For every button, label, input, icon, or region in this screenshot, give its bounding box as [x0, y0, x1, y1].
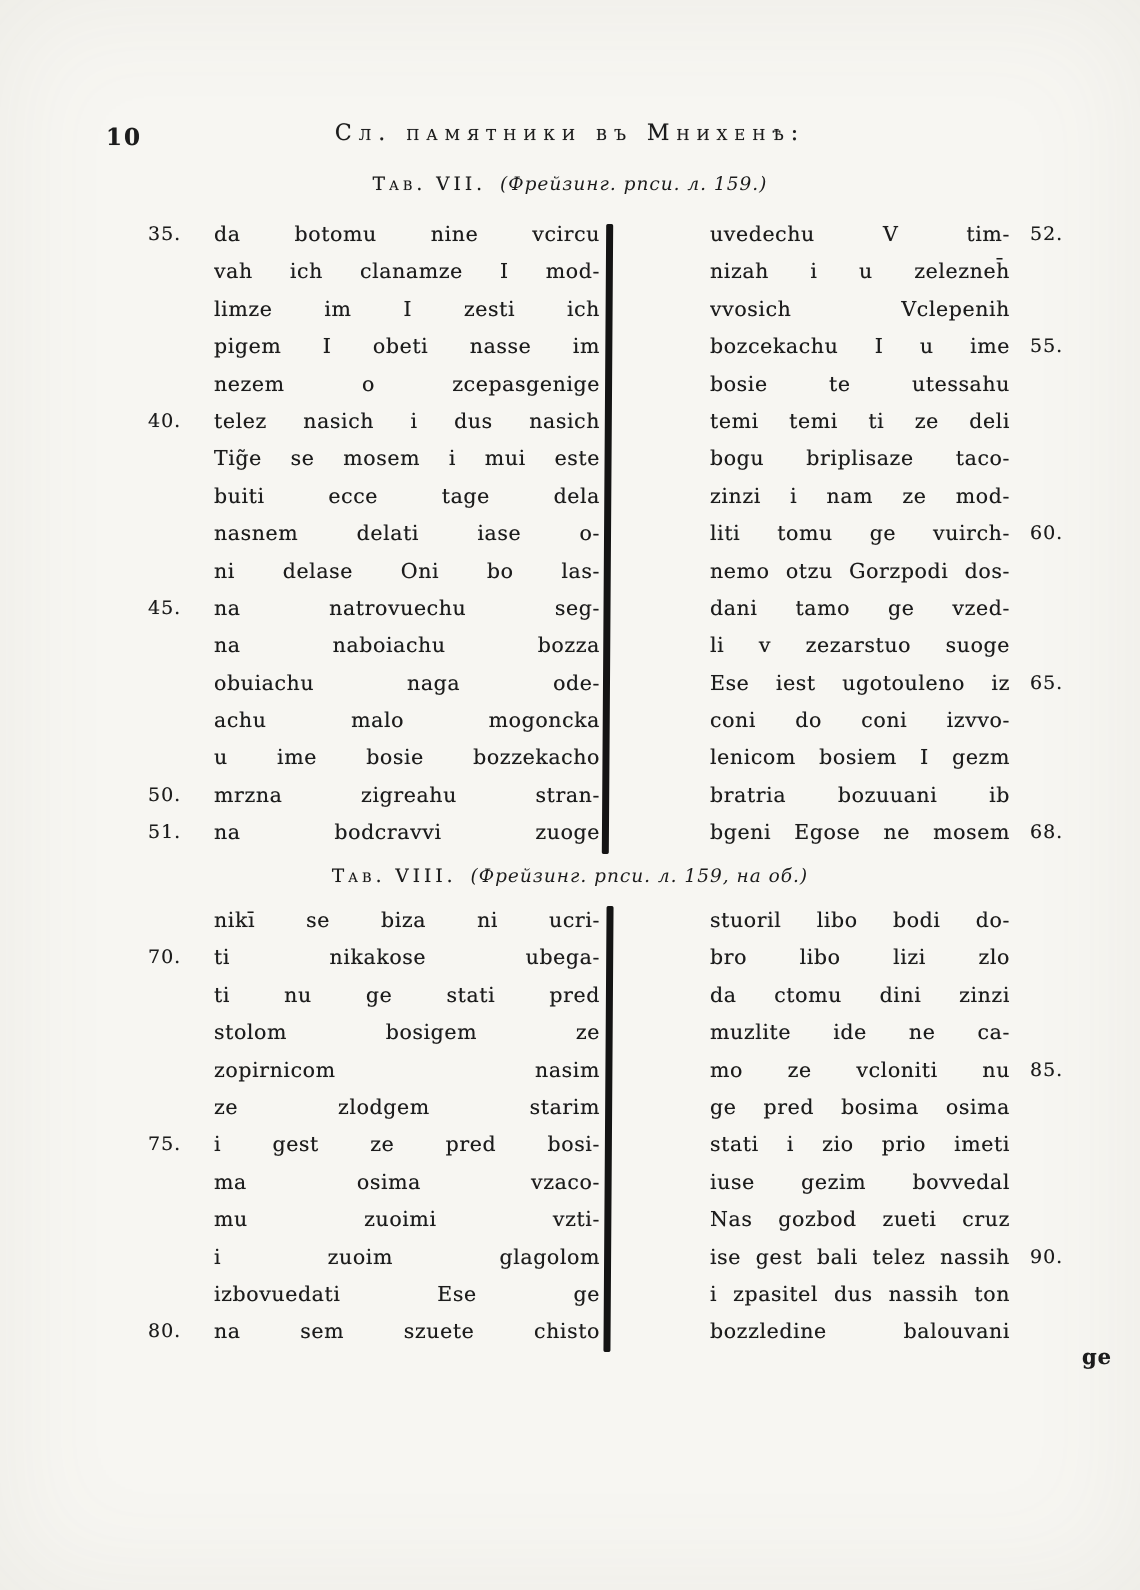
- right-line-number: 68.: [1030, 821, 1064, 844]
- left-verse-line: i zuoim glagolom: [214, 1244, 600, 1269]
- parallel-text-block-2: [0, 902, 1140, 1351]
- right-verse-line: vvosich Vclepenih: [710, 296, 1010, 321]
- left-line-number: 35.: [148, 223, 182, 245]
- left-line-number: [148, 902, 214, 939]
- left-verse-line: na sem szuete chisto: [214, 1319, 600, 1344]
- right-line-number: [1010, 1089, 1080, 1126]
- left-verse-line: u ime bosie bozzekacho: [214, 745, 600, 770]
- left-line-number: [148, 1089, 214, 1126]
- left-verse-line: da botomu nine vcircu: [214, 222, 600, 246]
- left-verse-line: zopirnicom nasim: [214, 1057, 600, 1082]
- parallel-text-block-1: [0, 216, 1140, 852]
- right-line-number: 52.: [1030, 223, 1064, 245]
- right-line-number: 90.: [1030, 1245, 1064, 1268]
- right-verse-line: bozzledine balouvani: [710, 1319, 1010, 1344]
- left-verse-line: Tig̃e se mosem i mui este: [214, 446, 600, 471]
- left-line-number: 50.: [148, 783, 182, 806]
- left-verse-line: ti nikakose ubega-: [214, 945, 600, 970]
- right-line-number: [1010, 478, 1080, 515]
- left-line-number: [148, 515, 214, 552]
- right-verse-line: dani tamo ge vzed-: [710, 595, 1010, 620]
- section-heading-tab-viii: [0, 866, 1140, 887]
- column-gap: [600, 777, 710, 814]
- right-verse-line: bozcekachu I u ime: [710, 334, 1010, 359]
- right-verse-line: liti tomu ge vuirch-: [710, 521, 1010, 546]
- column-gap: [600, 216, 710, 253]
- column-gap: [600, 291, 710, 328]
- left-verse-line: izbovuedati Ese ge: [214, 1281, 600, 1306]
- right-verse-line: uvedechu V tim-: [710, 222, 1010, 246]
- left-line-number: [148, 1052, 214, 1089]
- right-line-number: [1010, 291, 1080, 328]
- catchword: ge: [1082, 1344, 1113, 1369]
- left-line-number: 75.: [148, 1133, 182, 1156]
- right-line-number: [1010, 403, 1080, 440]
- right-line-number: 65.: [1030, 671, 1064, 694]
- right-verse-line: Ese iest ugotouleno iz: [710, 670, 1010, 695]
- right-verse-line: coni do coni izvvo-: [710, 708, 1010, 733]
- right-line-number: [1010, 1126, 1080, 1163]
- left-verse-line: na natrovuechu seg-: [214, 595, 600, 620]
- left-line-number: [148, 977, 214, 1014]
- right-line-number: [1010, 1276, 1080, 1313]
- right-line-number: [1010, 902, 1080, 939]
- right-verse-line: iuse gezim bovvedal: [710, 1169, 1010, 1194]
- right-line-number: [1010, 939, 1080, 976]
- right-verse-line: bro libo lizi zlo: [710, 945, 1010, 970]
- left-verse-line: na naboiachu bozza: [214, 633, 600, 658]
- left-line-number: 51.: [148, 821, 182, 844]
- left-line-number: [148, 253, 214, 290]
- right-line-number: [1010, 777, 1080, 814]
- right-verse-line: bgeni Egose ne mosem: [710, 820, 1010, 845]
- column-gap: [600, 553, 710, 590]
- right-line-number: 55.: [1030, 335, 1064, 358]
- right-verse-line: li v zezarstuo suoge: [710, 633, 1010, 658]
- right-verse-line: bratria bozuuani ib: [710, 782, 1010, 807]
- left-verse-line: obuiachu naga ode-: [214, 670, 600, 695]
- right-line-number: [1010, 1313, 1080, 1350]
- left-verse-line: nikī se biza ni ucri-: [214, 908, 600, 932]
- section-heading-tab-vii: [0, 174, 1140, 195]
- left-verse-line: mu zuoimi vzti-: [214, 1207, 600, 1232]
- left-verse-line: achu malo mogoncka: [214, 708, 600, 733]
- right-verse-line: muzlite ide ne ca-: [710, 1020, 1010, 1045]
- left-verse-line: nezem o zcepasgenige: [214, 371, 600, 396]
- right-line-number: 85.: [1030, 1058, 1064, 1081]
- left-line-number: [148, 627, 214, 664]
- column-gap: [600, 977, 710, 1014]
- left-verse-line: vah ich clanamze I mod-: [214, 259, 600, 284]
- right-verse-line: nizah i u zelezneh̄: [710, 259, 1010, 284]
- right-verse-line: Nas gozbod zueti cruz: [710, 1207, 1010, 1232]
- left-line-number: 80.: [148, 1320, 182, 1343]
- column-gap: [600, 253, 710, 290]
- right-verse-line: ise gest bali telez nassih: [710, 1244, 1010, 1269]
- left-line-number: [148, 328, 214, 365]
- left-line-number: [148, 553, 214, 590]
- left-line-number: 70.: [148, 946, 182, 969]
- left-line-number: [148, 1014, 214, 1051]
- left-line-number: [148, 1276, 214, 1313]
- right-line-number: [1010, 1014, 1080, 1051]
- right-verse-line: zinzi i nam ze mod-: [710, 483, 1010, 508]
- plate-label: Тав. VII.: [372, 174, 487, 195]
- column-gap: [600, 1052, 710, 1089]
- column-gap: [600, 702, 710, 739]
- left-line-number: [148, 478, 214, 515]
- column-gap: [600, 739, 710, 776]
- right-line-number: [1010, 977, 1080, 1014]
- left-line-number: 45.: [148, 596, 182, 619]
- column-gap: [600, 440, 710, 477]
- column-gap: [600, 1126, 710, 1163]
- right-verse-line: nemo otzu Gorzpodi dos-: [710, 558, 1010, 583]
- left-verse-line: na bodcravvi zuoge: [214, 820, 600, 845]
- right-line-number: 60.: [1030, 522, 1064, 545]
- right-line-number: [1010, 627, 1080, 664]
- left-verse-line: mrzna zigreahu stran-: [214, 782, 600, 807]
- right-verse-line: temi temi ti ze deli: [710, 408, 1010, 433]
- right-line-number: [1010, 366, 1080, 403]
- right-line-number: [1010, 440, 1080, 477]
- left-verse-line: buiti ecce tage dela: [214, 483, 600, 508]
- column-gap: [600, 1276, 710, 1313]
- right-verse-line: da ctomu dini zinzi: [710, 982, 1010, 1007]
- left-line-number: [148, 366, 214, 403]
- column-gap: [600, 328, 710, 365]
- column-gap: [600, 1014, 710, 1051]
- left-verse-line: stolom bosigem ze: [214, 1020, 600, 1045]
- column-gap: [600, 478, 710, 515]
- column-gap: [600, 814, 710, 851]
- left-line-number: [148, 440, 214, 477]
- column-gap: [600, 403, 710, 440]
- right-verse-line: bosie te utessahu: [710, 371, 1010, 396]
- left-line-number: [148, 702, 214, 739]
- running-header: Сл. памятники въ Мнихенѣ:: [334, 121, 806, 146]
- column-gap: [600, 1239, 710, 1276]
- left-verse-line: telez nasich i dus nasich: [214, 408, 600, 433]
- column-gap: [600, 1089, 710, 1126]
- left-verse-line: ni delase Oni bo las-: [214, 558, 600, 583]
- left-verse-line: nasnem delati iase o-: [214, 521, 600, 546]
- column-gap: [600, 939, 710, 976]
- page-number: 10: [106, 124, 143, 151]
- manuscript-source-label: (Фрейзинг. рпси. л. 159.): [500, 174, 768, 195]
- manuscript-source-label: (Фрейзинг. рпси. л. 159, на об.): [470, 866, 809, 887]
- left-line-number: [148, 739, 214, 776]
- left-line-number: [148, 1164, 214, 1201]
- right-verse-line: lenicom bosiem I gezm: [710, 745, 1010, 770]
- left-verse-line: i gest ze pred bosi-: [214, 1132, 600, 1157]
- left-line-number: [148, 665, 214, 702]
- left-line-number: 40.: [148, 409, 182, 432]
- right-verse-line: stati i zio prio imeti: [710, 1132, 1010, 1157]
- plate-label: Тав. VIII.: [331, 866, 457, 887]
- right-verse-line: ge pred bosima osima: [710, 1094, 1010, 1119]
- right-line-number: [1010, 590, 1080, 627]
- column-gap: [600, 515, 710, 552]
- left-line-number: [148, 1239, 214, 1276]
- column-gap: [600, 665, 710, 702]
- column-gap: [600, 902, 710, 939]
- column-gap: [600, 1313, 710, 1350]
- right-verse-line: mo ze vcloniti nu: [710, 1057, 1010, 1082]
- left-verse-line: pigem I obeti nasse im: [214, 334, 600, 359]
- right-line-number: [1010, 739, 1080, 776]
- right-verse-line: stuoril libo bodi do-: [710, 908, 1010, 932]
- left-verse-line: ti nu ge stati pred: [214, 982, 600, 1007]
- left-verse-line: ze zlodgem starim: [214, 1094, 600, 1119]
- right-line-number: [1010, 702, 1080, 739]
- right-line-number: [1010, 1164, 1080, 1201]
- left-line-number: [148, 1201, 214, 1238]
- right-line-number: [1010, 1201, 1080, 1238]
- column-gap: [600, 366, 710, 403]
- right-line-number: [1010, 253, 1080, 290]
- left-verse-line: ma osima vzaco-: [214, 1169, 600, 1194]
- right-verse-line: i zpasitel dus nassih ton: [710, 1281, 1010, 1306]
- left-verse-line: limze im I zesti ich: [214, 296, 600, 321]
- right-line-number: [1010, 553, 1080, 590]
- column-gap: [600, 627, 710, 664]
- column-gap: [600, 590, 710, 627]
- left-line-number: [148, 291, 214, 328]
- column-gap: [600, 1164, 710, 1201]
- column-gap: [600, 1201, 710, 1238]
- right-verse-line: bogu briplisaze taco-: [710, 446, 1010, 471]
